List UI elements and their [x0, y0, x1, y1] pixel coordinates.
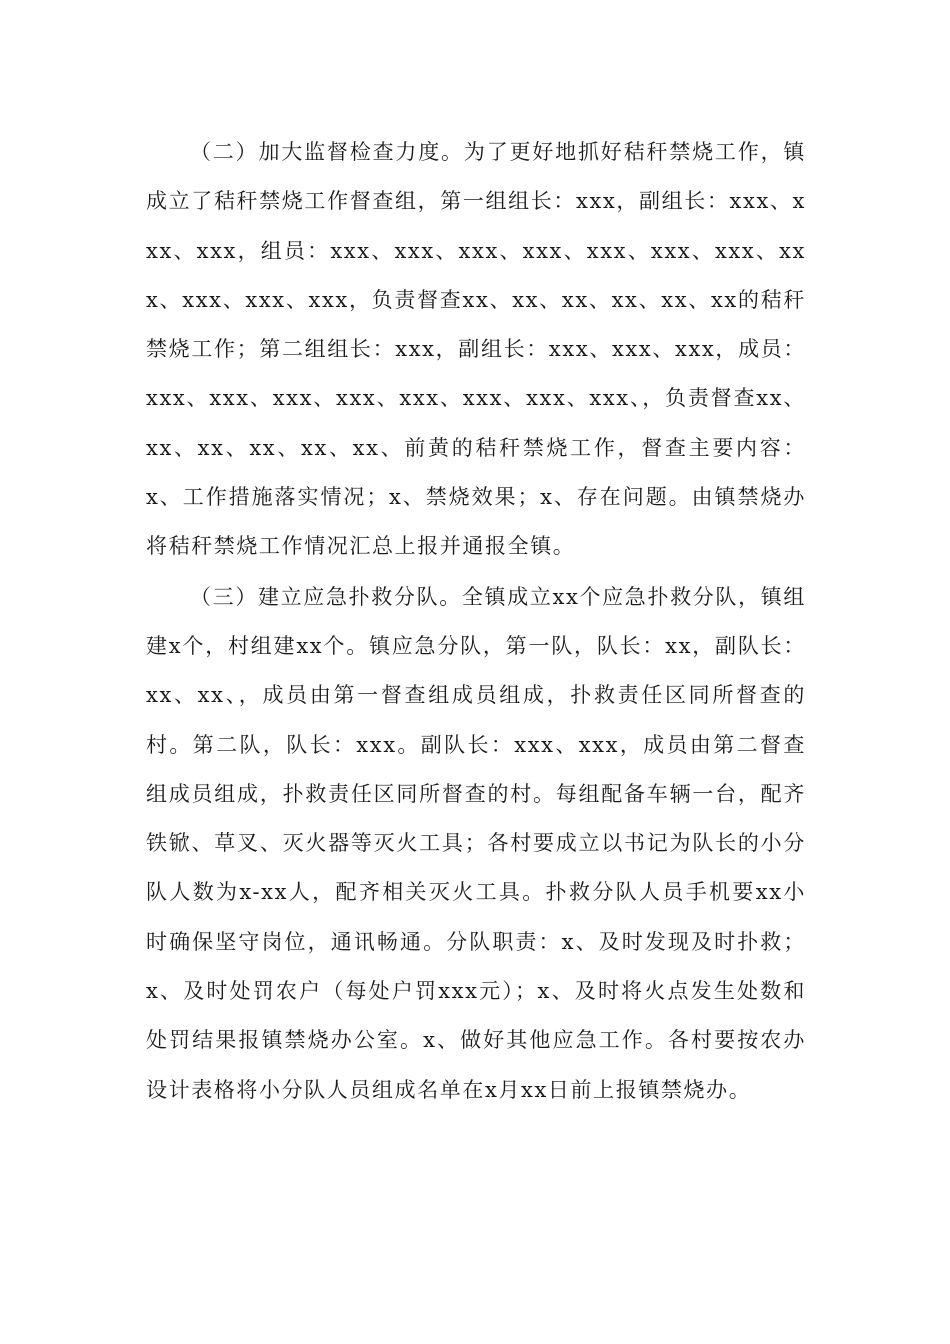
paragraph-emergency-team: （三）建立应急扑救分队。全镇成立xx个应急扑救分队，镇组建x个，村组建xx个。镇应急分队，第一队，队长：xx，副队长：xx、xx、，成员由第一督查组成员组成，扑救责任区同所督查的村。第二队，队长：xxx。副队长：xxx、xxx，成员由第二督查组成员组成，扑救责任区同所督查的村。每组配备车辆一台，配齐铁锨、草叉、灭火器等灭火工具；各村要成立以书记为队长的小分队人数为x-xx人，配齐相关灭火工具。扑救分队人员手机要xx小时确保坚守岗位，通讯畅通。分队职责：x、及时发现及时扑救；x、及时处罚农户（每处户罚xxx元）；x、及时将火点发生处数和处罚结果报镇禁烧办公室。x、做好其他应急工作。各村要按农办设计表格将小分队人员组成名单在x月xx日前上报镇禁烧办。 [146, 584, 806, 1102]
document-body [146, 128, 806, 1115]
paragraph-supervision: （二）加大监督检查力度。为了更好地抓好秸秆禁烧工作，镇成立了秸秆禁烧工作督查组，第一组组长：xxx，副组长：xxx、xxx、xxx，组员：xxx、xxx、xxx、xxx、xxx、xxx、xxx、xxx、xxx、xxx、xxx，负责督查xx、xx、xx、xx、xx、xx的秸秆禁烧工作；第二组组长：xxx，副组长：xxx、xxx、xxx，成员：xxx、xxx、xxx、xxx、xxx、xxx、xxx、xxx、，负责督查xx、xx、xx、xx、xx、xx、前黄的秸秆禁烧工作，督查主要内容：x、工作措施落实情况；x、禁烧效果；x、存在问题。由镇禁烧办将秸秆禁烧工作情况汇总上报并通报全镇。 [146, 140, 806, 559]
